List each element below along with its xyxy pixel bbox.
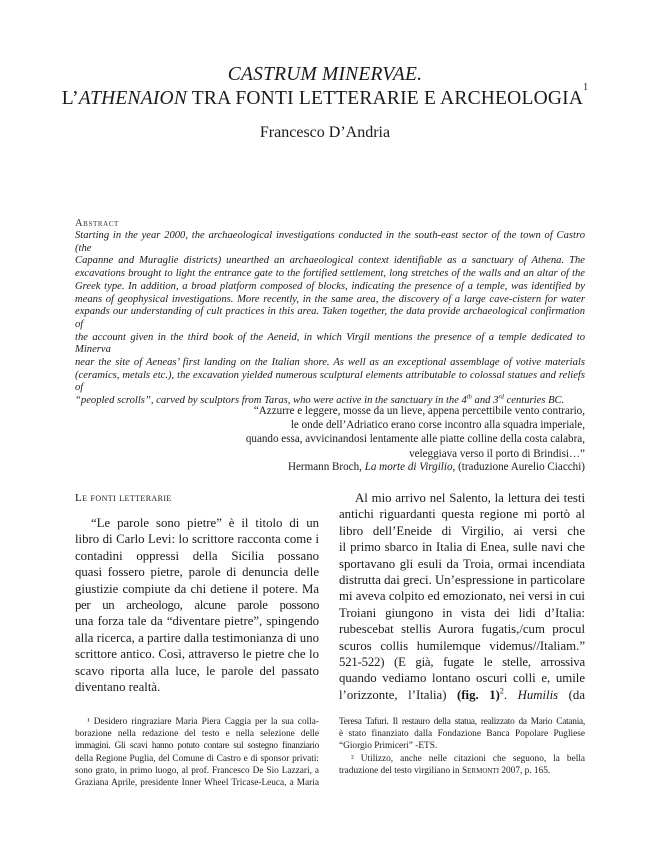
epigraph-citation [288, 461, 585, 473]
footnote-line: Teresa Tafuri. Il restauro della statua, realizzato da Mario Catania, [339, 717, 585, 727]
figure-reference[interactable]: (fig. 1) [457, 687, 500, 702]
cite-title: La morte di Virgilio [364, 461, 453, 473]
abstract-line: the account given in the third book of the Aeneid, in which Virgil mentions the presence of a temple dedicated to Minerva [75, 331, 585, 356]
section-heading [75, 492, 172, 504]
body-line: scuros collis humilemque videmus//Italiam.” [339, 638, 585, 653]
body-line: scavo riporta alla luce, le parole del passato [75, 663, 319, 678]
title-line-2 [0, 82, 650, 110]
footnote-line-last [339, 765, 585, 777]
quote-line: “Azzurre e leggere, mosse da un lieve, appena percettibile vento contrario, [253, 405, 585, 417]
body-line: libro di Carlo Levi: lo scrittore racconta come i [75, 532, 319, 547]
title-line-1: CASTRUM MINERVAE. [227, 64, 423, 85]
body-line: diventano realtà. [75, 679, 161, 694]
body-text: . [503, 687, 518, 702]
quote-line: veleggiava verso il porto di Brindisi…” [409, 447, 585, 460]
abstract-last-c: centuries BC. [503, 395, 565, 407]
body-line: libro dell’Eneide di Virgilio, ai versi che [339, 523, 585, 538]
abstract-line: Greek type. In addition, a broad platform composed of blocks, indicating the presence of a temple, was identified by [75, 280, 585, 292]
body-line: una forza tale da “diventare pietre”, spingendo [75, 614, 319, 629]
title-footnote-ref[interactable]: 1 [583, 82, 589, 93]
footnote-text: traduzione del testo virgiliano in [339, 765, 462, 776]
abstract-line: excavations brought to light the entrance gate to the fortified settlement, long stretches of the walls and an altar of the [75, 268, 585, 280]
body-line: il primo sbarco in Italia di Enea, sulle navi che [339, 540, 585, 555]
quote-line: quando essa, avvicinandosi lentamente alle piatte colline della costa calabra, [245, 433, 585, 446]
author-name: Francesco D’Andria [259, 124, 391, 141]
body-line-last [339, 687, 585, 703]
abstract-last-b: and 3 [471, 395, 499, 407]
body-line: quasi fossero pietre, parole di denuncia delle [75, 565, 319, 580]
abstract-sup-rd: rd [498, 393, 504, 401]
epigraph-quote [165, 404, 585, 461]
cite-author: Hermann Broch, [287, 461, 365, 473]
footnote-author-smallcaps: Sermonti [461, 765, 500, 776]
body-line: Al mio arrivo nel Salento, la lettura dei testi [355, 491, 585, 505]
footnote-line: immagini. Gli scavi hanno potuto contare sul sostegno finanziario [75, 741, 319, 752]
body-line: per un archeologo, alcune parole possono [75, 597, 319, 612]
body-line: mi aveva colpito ed emozionato, nei versi in cui [339, 589, 585, 604]
body-line: antichi riguardanti questa regione mi portò al [339, 507, 585, 522]
title-prefix: L’ [61, 88, 79, 109]
body-line: contadini oppressi della Sicilia possano [75, 548, 319, 563]
body-line: quando vediamo lontano oscuri colli e, umile [339, 671, 585, 686]
cite-rest: , (traduzione Aurelio Ciacchi) [452, 461, 585, 473]
footnote-line: è stato finanziato dalla Fondazione Banca Popolare Pugliese [339, 729, 585, 740]
latin-term: Humilis [517, 687, 559, 702]
abstract-sup-th: th [466, 393, 472, 401]
abstract-heading [75, 218, 119, 229]
body-line: “Le parole sono pietre” è il titolo di un [91, 516, 319, 530]
footnote-ref-2[interactable]: 2 [499, 686, 504, 696]
footnote-line: ¹ Desidero ringraziare Maria Piera Caggia per la sua colla- [87, 717, 319, 727]
footnote-line: borazione nella redazione del testo e nella selezione delle [75, 729, 319, 740]
body-line: alla ricerca, a partire dalla testimonianza di uno [75, 630, 319, 645]
body-line: Troiani giungono in vista dei lidi d’Italia: [339, 605, 585, 620]
body-line: distrutta dai greci. Un’espressione in particolare [339, 572, 585, 587]
body-line: sportavano gli esuli da Troia, ormai incendiata [339, 556, 585, 571]
title-rest: TRA FONTI LETTERARIE E ARCHEOLOGIA [187, 88, 584, 109]
abstract-line: means of geophysical investigations. More recently, in the same area, the discovery of a large cave-cistern for water [75, 293, 585, 305]
right-column [339, 490, 585, 703]
body-line: giustizie compiute da chi detiene il potere. Ma [75, 581, 319, 596]
title-italic: ATHENAION [78, 88, 188, 109]
footnote-line: ² Utilizzo, anche nelle citazioni che seguono, la bella [351, 753, 585, 764]
quote-line: le onde dell’Adriatico erano corse incontro alla squadra imperiale, [290, 419, 585, 432]
left-column [75, 515, 319, 695]
body-text: (da [558, 687, 585, 702]
body-text: l’orizzonte, l’Italia) [339, 687, 458, 702]
abstract-body [75, 230, 585, 408]
abstract-last-a: “peopled scrolls”, carved by sculptors from Taras, who were active in the sanctuary in the 4 [75, 395, 467, 407]
footnotes-right [339, 716, 585, 777]
footnote-line: della Regione Puglia, del Comune di Castro e di sponsor privati: [75, 753, 319, 764]
footnotes-left [75, 716, 319, 789]
abstract-line: Starting in the year 2000, the archaeological investigations conducted in the south-east sector of the town of Castro (the [75, 230, 585, 254]
footnote-text: 2007, p. 165. [499, 765, 551, 776]
abstract-line: near the site of Aeneas’ first landing on the Italian shore. As well as an exceptional assemblage of votive materials [75, 357, 585, 369]
abstract-line: expands our understanding of cult practices in this area. Taken together, the data provide archaeological confirmation of [75, 306, 585, 330]
abstract-line: Capanne and Muraglie districts) unearthed an archaeological context identifiable as a sanctuary of Athena. The [75, 255, 585, 267]
footnote-line: sono grato, in primo luogo, al prof. Francesco De Sio Lazzari, a [75, 765, 319, 776]
footnote-line: “Giorgio Primiceri” -ETS. [339, 741, 438, 752]
body-line: 521-522) (E già, fugate le stelle, arrossiva [339, 654, 585, 669]
body-line: scrittore antico. Così, attraverso le pietre che lo [75, 647, 319, 662]
body-line: rubescebat stellis Aurora fugatis,/cum procul [339, 622, 585, 637]
abstract-line: (ceramics, metals etc.), the excavation yielded numerous sculptural elements attributable to colossal statues and reliefs of [75, 369, 585, 394]
footnote-line: Graziana Aprile, presidente Inner Wheel Tricase-Leuca, a Maria [75, 777, 319, 788]
abstract-heading-text: Abstract [75, 218, 119, 229]
section-heading-text: Le fonti letterarie [75, 492, 172, 504]
